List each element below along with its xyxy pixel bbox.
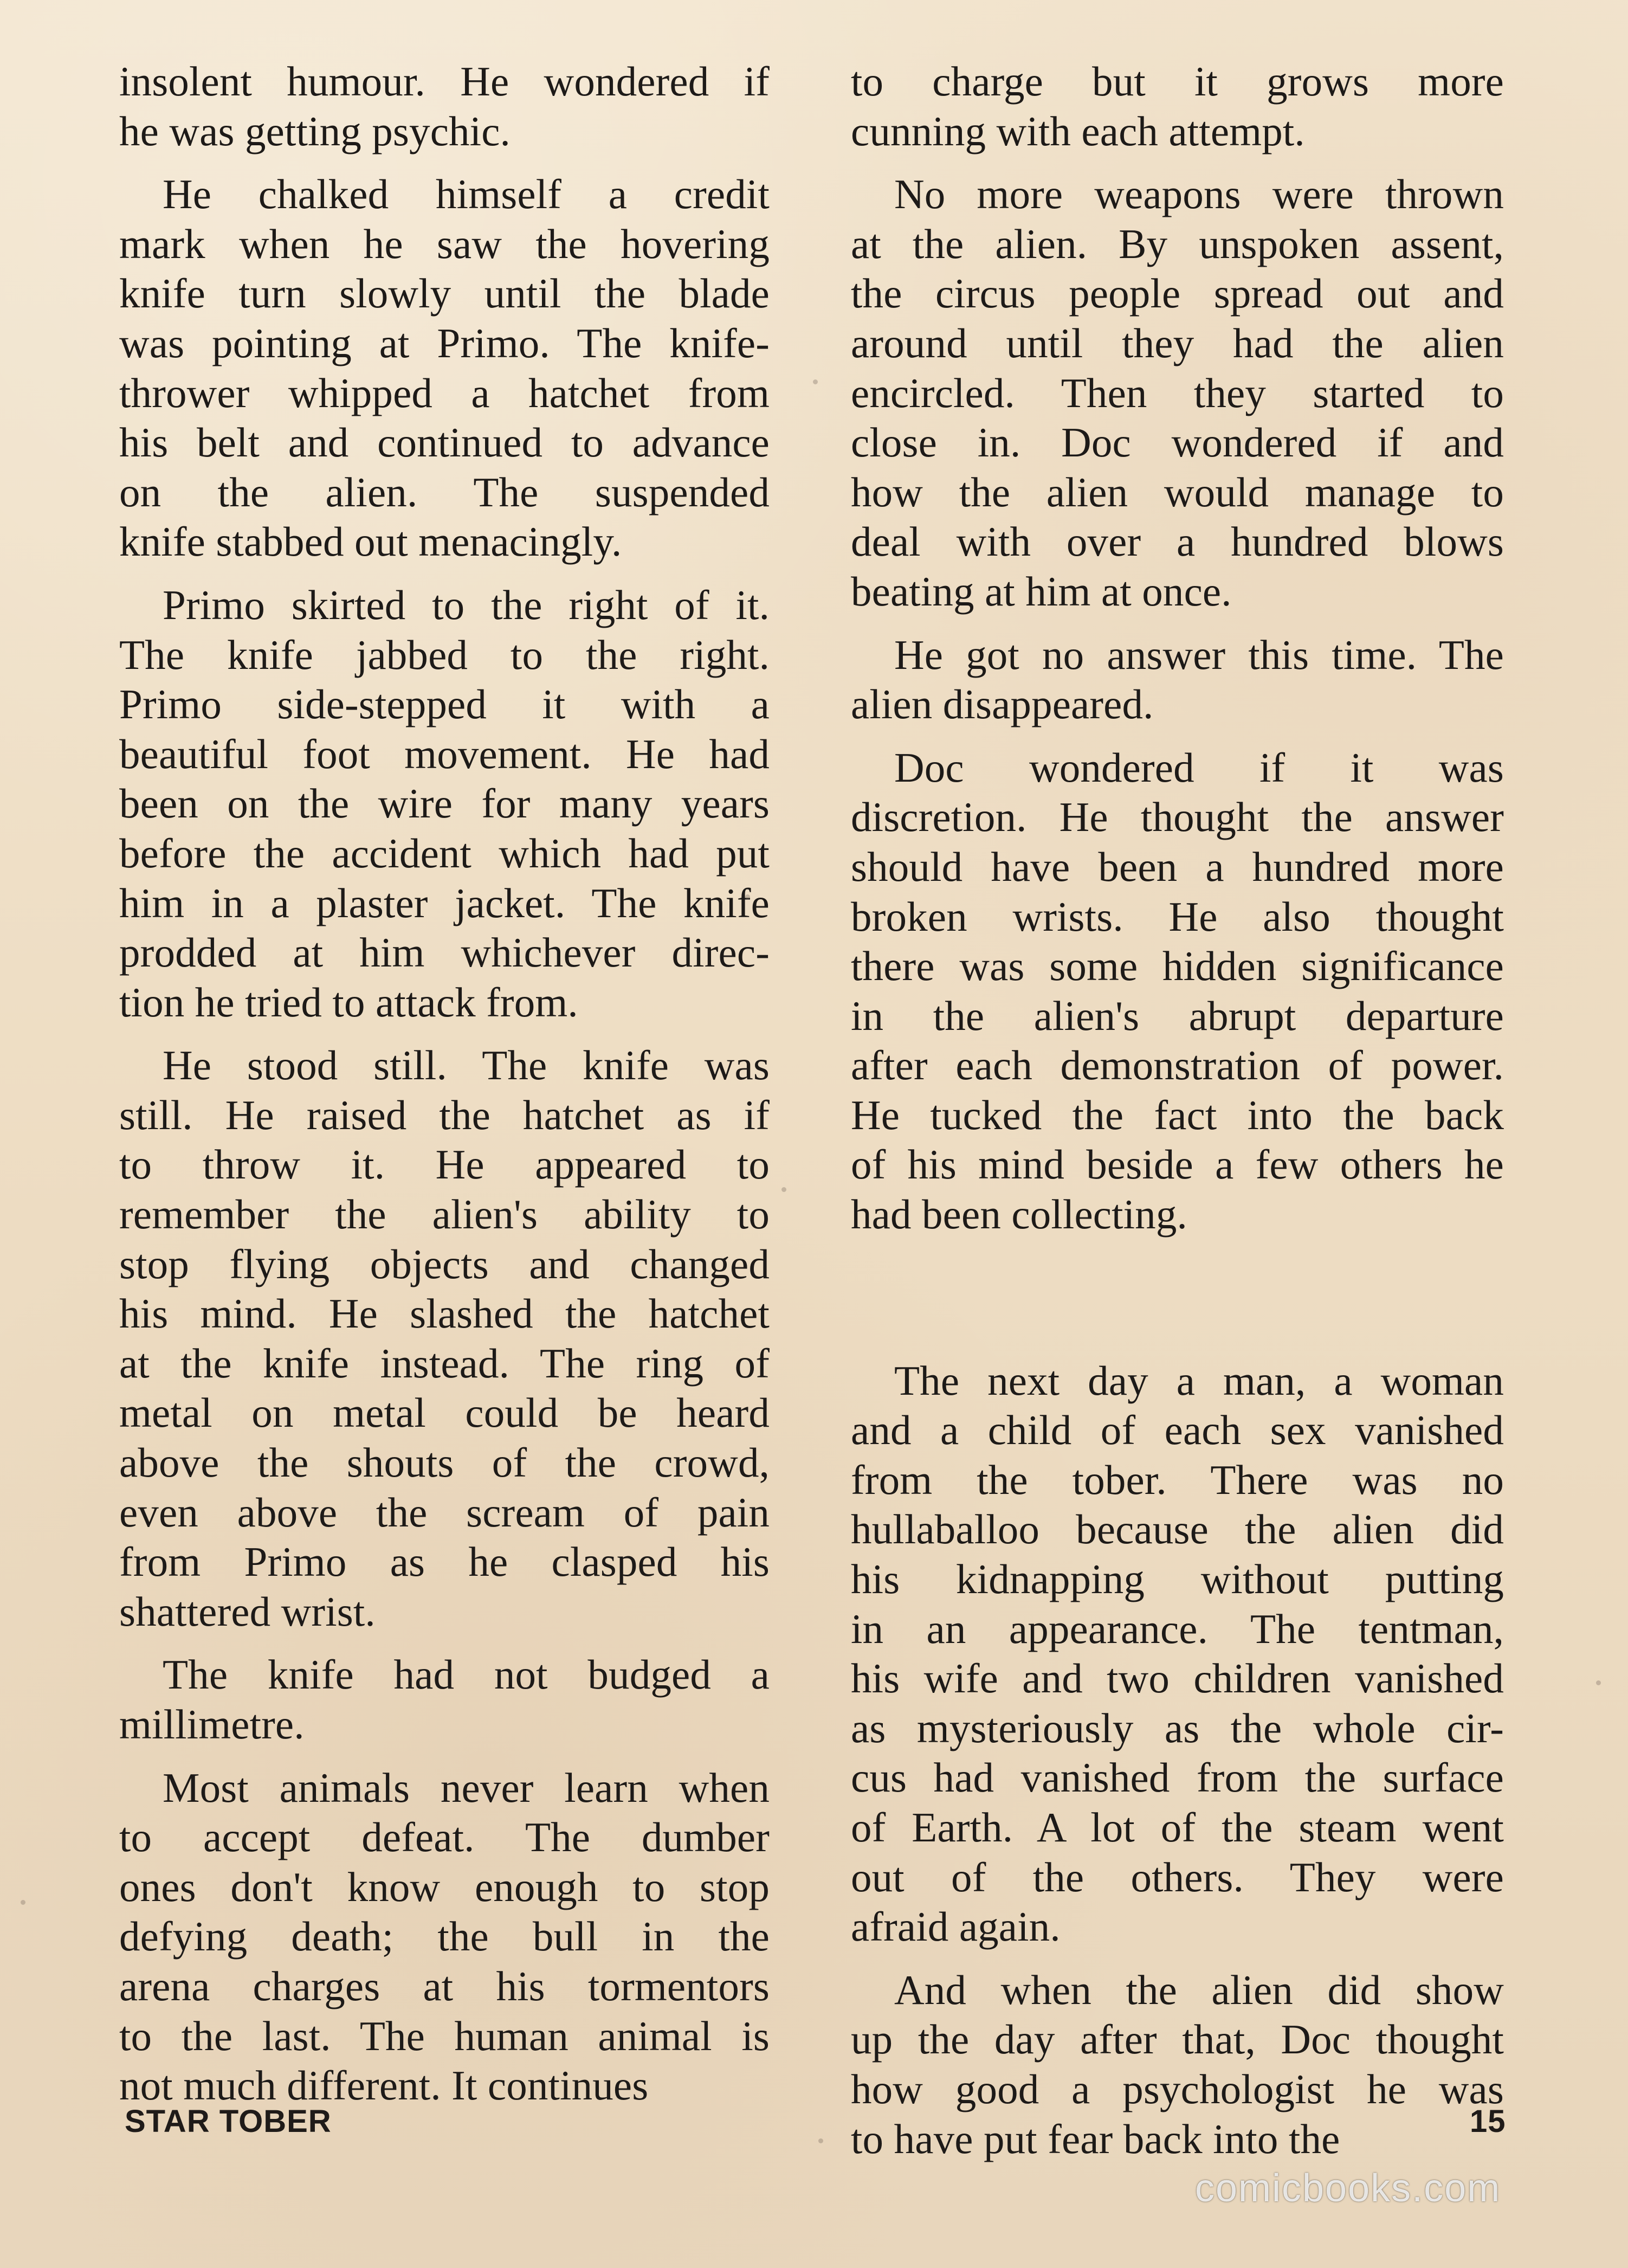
text-line: not much different. It continues <box>119 2062 649 2109</box>
text-line: before the accident which had put <box>119 829 770 877</box>
text-line: broken wrists. He also thought <box>851 893 1504 940</box>
text-line: encircled. Then they started to <box>851 369 1504 416</box>
text-line: knife stabbed out menacingly. <box>119 518 622 565</box>
text-line: He chalked himself a credit <box>163 171 770 218</box>
text-line: mark when he saw the hovering <box>119 220 770 267</box>
text-line: Primo side-stepped it with a <box>119 681 770 728</box>
site-watermark: comicbooks.com <box>1195 2167 1501 2210</box>
text-line: defying death; the bull in the <box>119 1913 770 1960</box>
text-line: cunning with each attempt. <box>851 107 1305 154</box>
text-line: was pointing at Primo. The knife- <box>119 319 770 366</box>
paper-speck <box>745 894 750 899</box>
text-line: in the alien's abrupt departure <box>851 992 1504 1039</box>
text-line: after each demonstration of power. <box>851 1042 1504 1089</box>
paragraph <box>851 743 1504 1240</box>
paper-speck <box>781 1187 786 1192</box>
paragraph <box>119 170 770 567</box>
text-line: beautiful foot movement. He had <box>119 730 770 777</box>
text-line: in an appearance. The tentman, <box>851 1605 1504 1652</box>
text-line: metal on metal could be heard <box>119 1389 770 1436</box>
text-line: from Primo as he clasped his <box>119 1538 770 1586</box>
text-line: around until they had the alien <box>851 319 1504 366</box>
text-line: And when the alien did show <box>894 1966 1504 2013</box>
text-line: The knife had not budged a <box>163 1651 770 1698</box>
text-line: The knife jabbed to the right. <box>119 631 770 678</box>
text-line: to have put fear back into the <box>851 2115 1340 2162</box>
paragraph <box>851 57 1504 156</box>
paper-speck <box>818 2138 823 2143</box>
text-line: shattered wrist. <box>119 1588 376 1635</box>
text-line: even above the scream of pain <box>119 1489 770 1536</box>
text-line: he was getting psychic. <box>119 107 511 154</box>
paragraph <box>851 1966 1504 2164</box>
text-line: He stood still. The knife was <box>163 1042 770 1089</box>
text-line: the circus people spread out and <box>851 270 1504 317</box>
text-line: He got no answer this time. The <box>894 631 1504 678</box>
right-text-column <box>851 57 1504 2162</box>
text-line: his belt and continued to advance <box>119 419 770 466</box>
text-line: Most animals never learn when <box>163 1764 770 1811</box>
text-line: his kidnapping without putting <box>851 1556 1504 1603</box>
text-line: hullaballoo because the alien did <box>851 1506 1504 1553</box>
paragraph <box>119 1763 770 2111</box>
text-line: from the tober. There was no <box>851 1456 1504 1503</box>
text-line: should have been a hundred more <box>851 843 1504 890</box>
text-line: to accept defeat. The dumber <box>119 1814 770 1861</box>
text-line: at the knife instead. The ring of <box>119 1339 770 1387</box>
text-line: beating at him at once. <box>851 568 1232 615</box>
text-line: and a child of each sex vanished <box>851 1407 1504 1454</box>
paragraph <box>119 581 770 1027</box>
text-line: knife turn slowly until the blade <box>119 270 770 317</box>
text-line: had been collecting. <box>851 1191 1187 1238</box>
text-line: still. He raised the hatchet as if <box>119 1091 770 1138</box>
section-gap <box>851 1253 1504 1356</box>
text-line: No more weapons were thrown <box>894 171 1504 218</box>
text-line: thrower whipped a hatchet from <box>119 369 770 416</box>
paragraph <box>119 1650 770 1749</box>
text-line: remember the alien's ability to <box>119 1191 770 1238</box>
text-line: afraid again. <box>851 1903 1061 1950</box>
text-line: prodded at him whichever direc- <box>119 929 770 976</box>
text-line: of Earth. A lot of the steam went <box>851 1804 1504 1851</box>
text-line: above the shouts of the crowd, <box>119 1439 770 1486</box>
text-line: alien disappeared. <box>851 681 1154 728</box>
text-line: of his mind beside a few others he <box>851 1141 1504 1188</box>
text-line: stop flying objects and changed <box>119 1240 770 1287</box>
text-line: there was some hidden significance <box>851 943 1504 990</box>
paragraph <box>851 170 1504 616</box>
text-line: ones don't know enough to stop <box>119 1863 770 1910</box>
text-line: deal with over a hundred blows <box>851 518 1504 565</box>
text-line: been on the wire for many years <box>119 780 770 827</box>
text-line: arena charges at his tormentors <box>119 1962 770 2009</box>
text-line: discretion. He thought the answer <box>851 794 1504 841</box>
footer-magazine-title: STAR TOBER <box>125 2104 332 2139</box>
text-line: tion he tried to attack from. <box>119 978 578 1026</box>
paragraph <box>851 630 1504 730</box>
text-line: insolent humour. He wondered if <box>119 58 770 105</box>
text-line: at the alien. By unspoken assent, <box>851 220 1504 267</box>
text-line: on the alien. The suspended <box>119 468 770 516</box>
text-line: out of the others. They were <box>851 1853 1504 1900</box>
paper-speck <box>21 1900 25 1905</box>
text-line: him in a plaster jacket. The knife <box>119 879 770 926</box>
text-line: Primo skirted to the right of it. <box>163 581 770 628</box>
text-line: close in. Doc wondered if and <box>851 419 1504 466</box>
page-number: 15 <box>1470 2104 1506 2139</box>
text-line: his mind. He slashed the hatchet <box>119 1290 770 1337</box>
text-line: Doc wondered if it was <box>894 744 1504 791</box>
text-line: He tucked the fact into the back <box>851 1091 1504 1138</box>
paragraph <box>851 1356 1504 1952</box>
text-line: up the day after that, Doc thought <box>851 2016 1504 2063</box>
paper-speck <box>813 379 818 384</box>
text-line: cus had vanished from the surface <box>851 1754 1504 1801</box>
text-line: how the alien would manage to <box>851 468 1504 516</box>
text-line: his wife and two children vanished <box>851 1655 1504 1702</box>
paragraph <box>119 1041 770 1636</box>
paragraph <box>119 57 770 156</box>
text-line: as mysteriously as the whole cir- <box>851 1704 1504 1751</box>
text-line: The next day a man, a woman <box>894 1357 1504 1404</box>
text-line: to throw it. He appeared to <box>119 1141 770 1188</box>
left-text-column <box>119 57 770 2149</box>
text-line: millimetre. <box>119 1701 305 1748</box>
text-line: how good a psychologist he was <box>851 2065 1504 2112</box>
text-line: to the last. The human animal is <box>119 2012 770 2059</box>
text-line: to charge but it grows more <box>851 58 1504 105</box>
paper-speck <box>1596 1680 1601 1685</box>
